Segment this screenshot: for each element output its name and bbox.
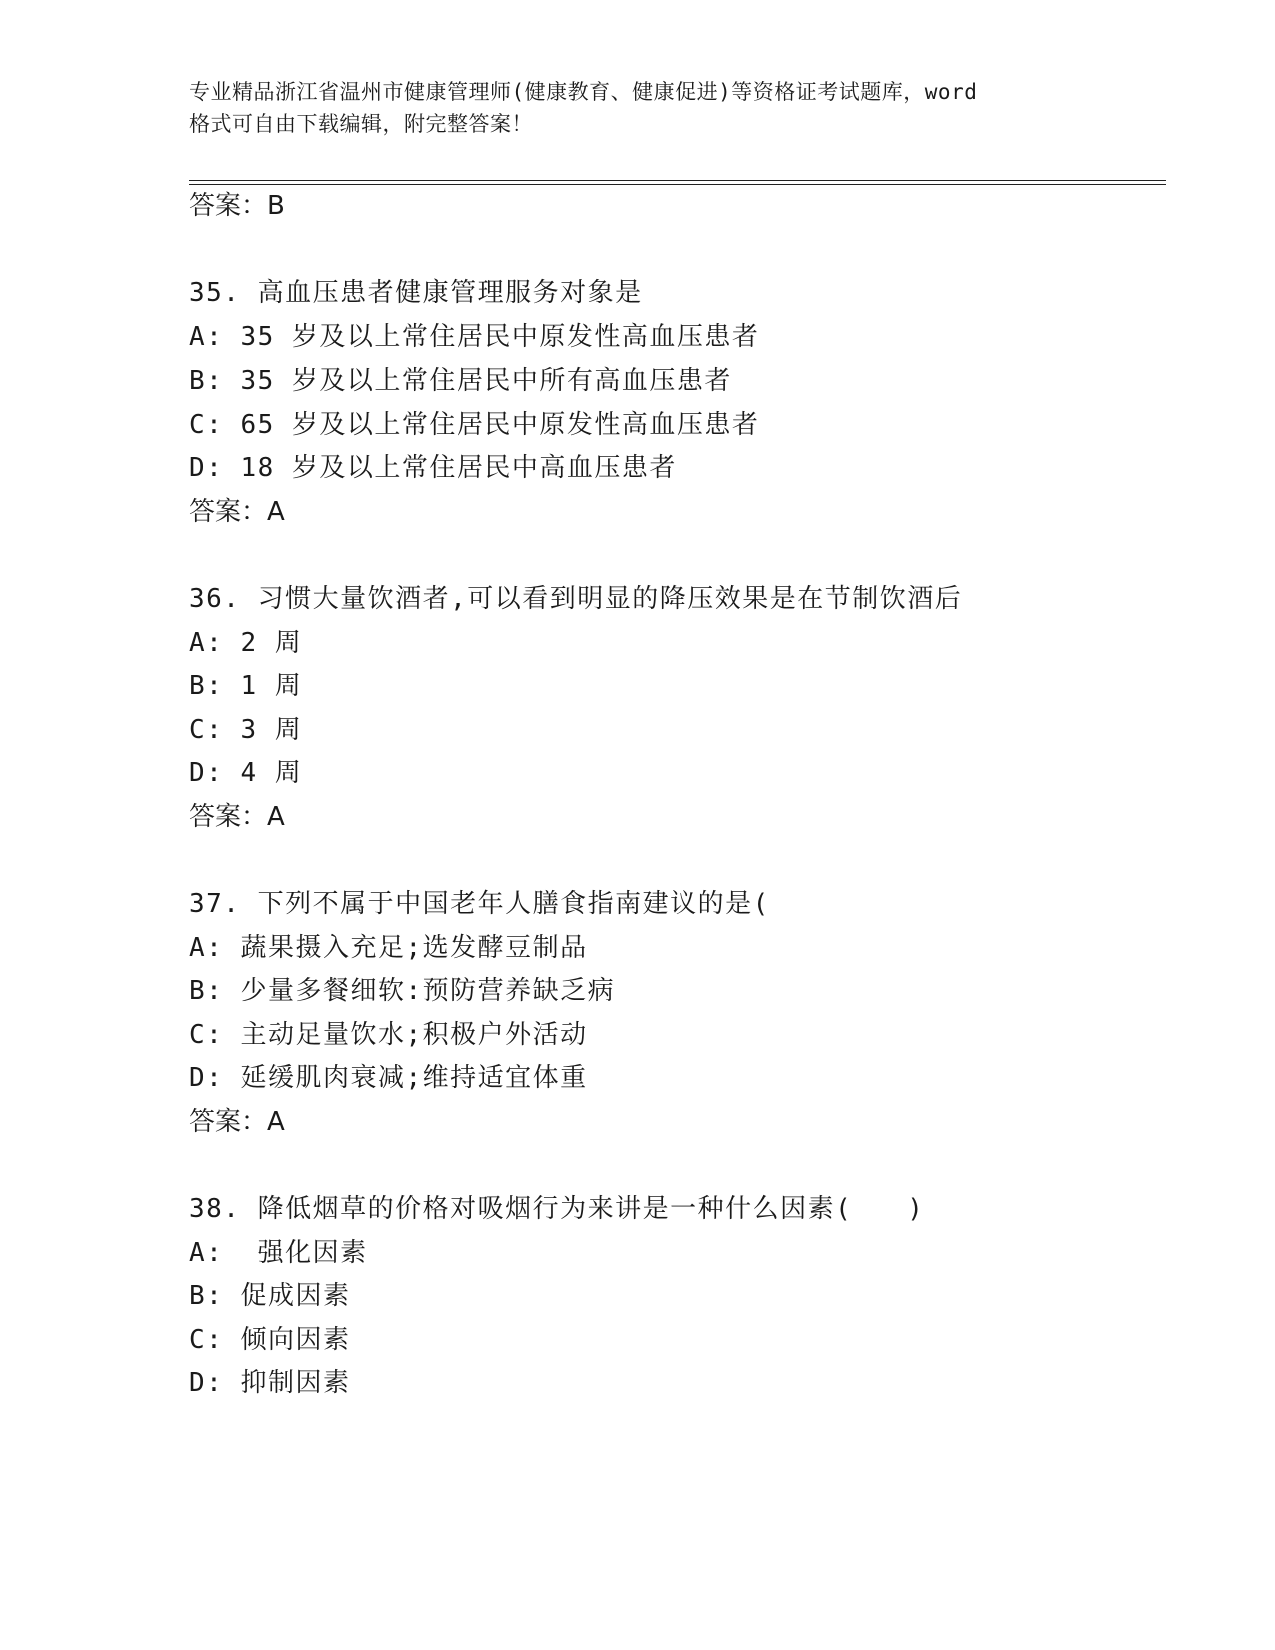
page-header (189, 76, 1089, 140)
question-35-answer: 答案：A (189, 497, 285, 527)
answer-previous: 答案：B (189, 191, 285, 221)
question-35-option-b: B: 35 岁及以上常住居民中所有高血压患者 (189, 366, 732, 396)
question-35-option-d: D: 18 岁及以上常住居民中高血压患者 (189, 453, 677, 483)
question-37-stem: 37. 下列不属于中国老年人膳食指南建议的是( (189, 889, 770, 919)
header-divider (189, 180, 1166, 181)
question-38-stem: 38. 降低烟草的价格对吸烟行为来讲是一种什么因素( ) (189, 1194, 925, 1224)
question-35-stem: 35. 高血压患者健康管理服务对象是 (189, 278, 643, 308)
question-37-option-a: A: 蔬果摄入充足;选发酵豆制品 (189, 933, 588, 963)
question-35-option-c: C: 65 岁及以上常住居民中原发性高血压患者 (189, 410, 760, 440)
question-38-option-d: D: 抑制因素 (189, 1368, 351, 1398)
question-36-answer: 答案：A (189, 802, 285, 832)
question-36-stem: 36. 习惯大量饮酒者,可以看到明显的降压效果是在节制饮酒后 (189, 584, 963, 614)
header-line-2: 格式可自由下载编辑，附完整答案！ (189, 112, 533, 136)
question-36-option-c: C: 3 周 (189, 715, 303, 745)
header-line-1: 专业精品浙江省温州市健康管理师(健康教育、健康促进)等资格证考试题库，word (189, 80, 978, 104)
question-36-option-b: B: 1 周 (189, 671, 303, 701)
question-36-option-a: A: 2 周 (189, 628, 303, 658)
question-38-option-c: C: 倾向因素 (189, 1325, 351, 1355)
question-37-option-d: D: 延缓肌肉衰减;维持适宜体重 (189, 1063, 588, 1093)
header-divider-second (189, 184, 1166, 185)
question-37-option-b: B: 少量多餐细软:预防营养缺乏病 (189, 976, 616, 1006)
question-36-option-d: D: 4 周 (189, 758, 303, 788)
question-35-option-a: A: 35 岁及以上常住居民中原发性高血压患者 (189, 322, 760, 352)
question-38-option-a: A: 强化因素 (189, 1238, 368, 1268)
question-37-answer: 答案：A (189, 1107, 285, 1137)
question-37-option-c: C: 主动足量饮水;积极户外活动 (189, 1020, 588, 1050)
question-38-option-b: B: 促成因素 (189, 1281, 351, 1311)
